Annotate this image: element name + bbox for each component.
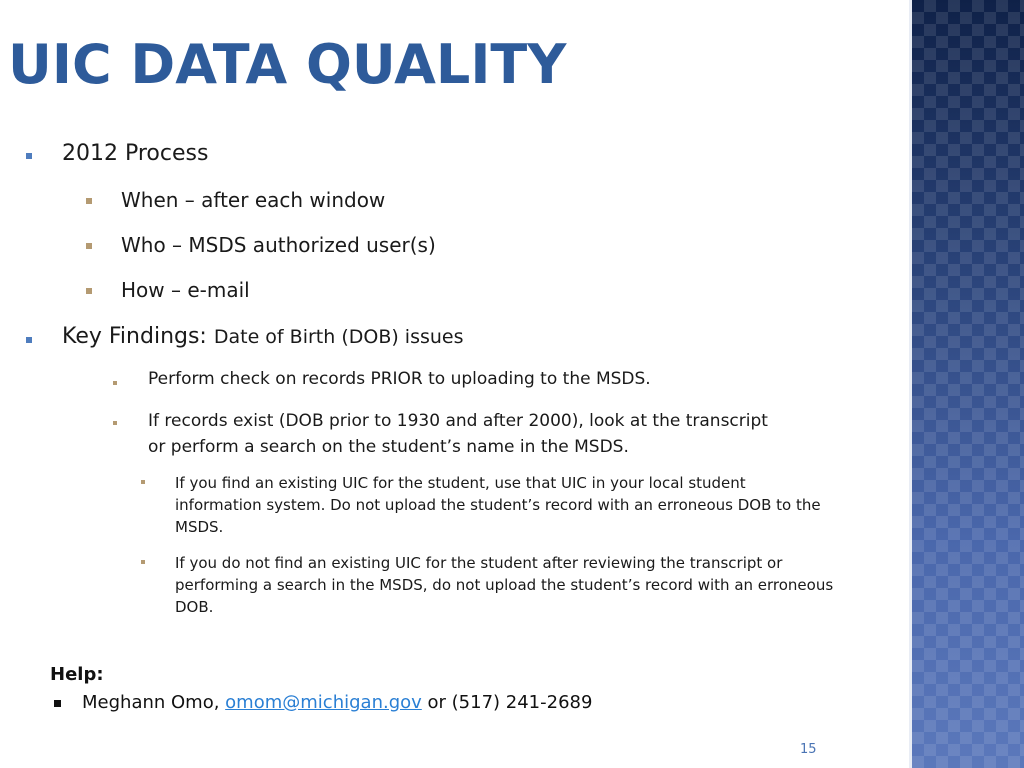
key-findings-label: Key Findings:	[62, 324, 207, 349]
key-findings-detail: Date of Birth (DOB) issues	[213, 326, 464, 348]
bullet-square-icon	[86, 288, 92, 294]
bullet-check: Perform check on records PRIOR to uploading to the MSDS.	[148, 369, 651, 389]
bullet-square-icon	[26, 337, 32, 343]
decorative-side-panel	[912, 0, 1024, 768]
help-email-link[interactable]: omom@michigan.gov	[225, 692, 422, 713]
bullet-square-icon	[26, 153, 32, 159]
bullet-when: When – after each window	[121, 188, 386, 212]
page-number: 15	[800, 742, 817, 757]
bullet-process: 2012 Process	[62, 141, 209, 166]
bullet-square-icon	[86, 243, 92, 249]
bullet-square-icon	[54, 700, 61, 707]
bullet-square-icon	[113, 381, 117, 385]
slide-title: UIC DATA QUALITY	[8, 33, 567, 96]
help-phone: or (517) 241-2689	[421, 692, 593, 713]
bullet-square-icon	[86, 198, 92, 204]
bullet-key-findings	[62, 324, 464, 349]
help-label: Help:	[50, 664, 104, 685]
help-contact	[82, 692, 592, 713]
help-contact-name: Meghann Omo,	[82, 692, 226, 713]
bullet-square-icon	[113, 421, 117, 425]
bullet-found: If you find an existing UIC for the student, use that UIC in your local student information system. Do not upload the student’s record with an erroneous DOB to the MSDS.	[175, 474, 821, 536]
bullet-exist: If records exist (DOB prior to 1930 and after 2000), look at the transcript or perform a search on the student’s name in the MSDS.	[148, 411, 768, 457]
bullet-how: How – e-mail	[121, 278, 250, 302]
bullet-square-icon	[141, 480, 145, 484]
bullet-who: Who – MSDS authorized user(s)	[121, 233, 436, 257]
bullet-not-found: If you do not find an existing UIC for the student after reviewing the transcript or performing a search in the MSDS, do not upload the student’s record with an erroneous DOB.	[175, 554, 834, 616]
bullet-square-icon	[141, 560, 145, 564]
